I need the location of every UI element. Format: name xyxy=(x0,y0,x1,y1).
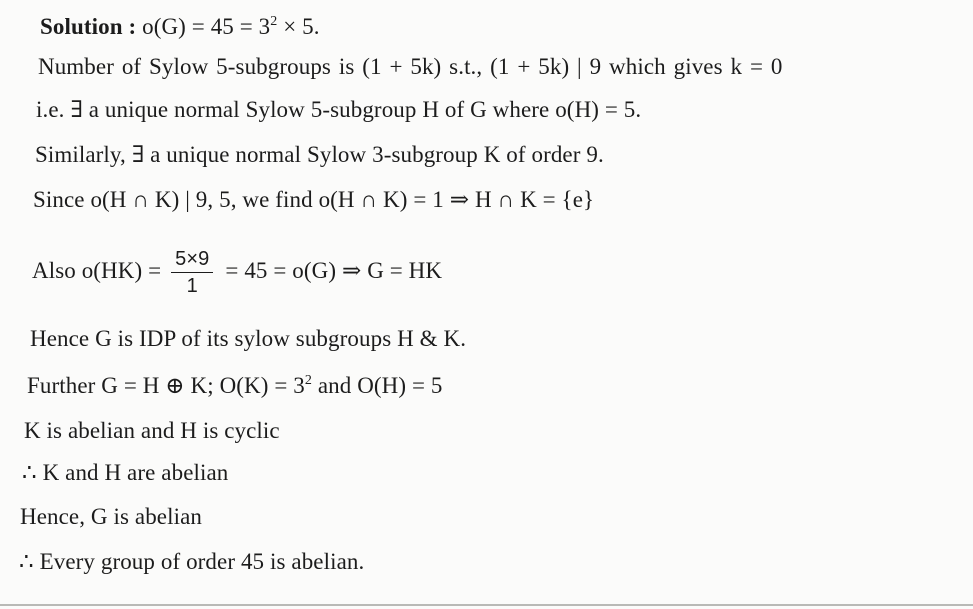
conclusion-line: ∴ Every group of order 45 is abelian. xyxy=(19,549,365,574)
direct-sum-text: Further G = H ⊕ K; O(K) = 3 xyxy=(27,373,305,398)
sylow-5-count-line: Number of Sylow 5-subgroups is (1 + 5k) s.t., (1 + 5k) | 9 which gives k = 0 xyxy=(38,54,783,79)
hk-order-suffix: = 45 = o(G) ⇒ G = HK xyxy=(225,257,443,283)
idp-line: Hence G is IDP of its sylow subgroups H & K. xyxy=(30,326,467,351)
order-of-g-end: × 5. xyxy=(277,14,320,39)
fraction-denominator: 1 xyxy=(186,275,198,297)
unique-sylow-5-line: i.e. ∃ a unique normal Sylow 5-subgroup H of G where o(H) = 5. xyxy=(36,97,642,122)
hk-order-line xyxy=(32,246,442,299)
k-h-abelian-line: ∴ K and H are abelian xyxy=(22,460,229,485)
page-bottom-edge xyxy=(0,604,973,606)
intersection-line: Since o(H ∩ K) | 9, 5, we find o(H ∩ K) = 1 ⇒ H ∩ K = {e} xyxy=(33,187,595,212)
fraction-numerator: 5×9 xyxy=(171,246,213,273)
exponent: 2 xyxy=(270,14,278,29)
hk-order-prefix: Also o(HK) = xyxy=(32,257,162,283)
solution-line xyxy=(40,13,320,41)
g-abelian-line: Hence, G is abelian xyxy=(20,504,202,529)
order-of-g-text: o(G) = 45 = 3 xyxy=(142,14,271,39)
direct-sum-line xyxy=(27,372,443,400)
unique-sylow-3-line: Similarly, ∃ a unique normal Sylow 3-subgroup K of order 9. xyxy=(35,142,604,167)
solution-label: Solution : xyxy=(40,14,137,39)
abelian-cyclic-line: K is abelian and H is cyclic xyxy=(24,418,280,443)
exponent: 2 xyxy=(304,373,312,388)
fraction xyxy=(171,246,213,299)
direct-sum-end: and O(H) = 5 xyxy=(312,373,443,398)
